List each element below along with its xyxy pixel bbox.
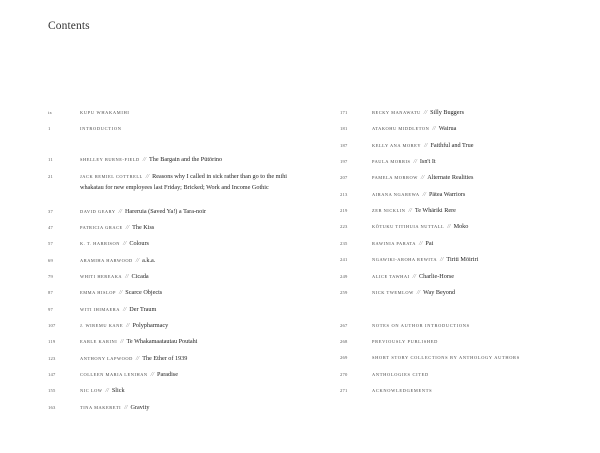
author-name: JACK REMIEL COTTRELL <box>80 174 143 179</box>
toc-entry <box>340 124 580 135</box>
entry-body <box>372 337 438 348</box>
page-number: 119 <box>48 339 56 344</box>
page-number: 171 <box>340 110 348 115</box>
entry-body <box>80 337 198 348</box>
entry-body <box>372 206 456 217</box>
page-number: 163 <box>48 405 56 410</box>
entry-body <box>372 370 429 381</box>
entry-body <box>372 173 473 184</box>
separator: // <box>120 339 124 345</box>
page-number: 57 <box>48 241 53 246</box>
entry-body <box>372 272 454 283</box>
entry-body <box>372 190 465 201</box>
work-title: Alternate Realities <box>427 174 474 181</box>
work-title: Polypharmacy <box>132 322 169 329</box>
toc-entry <box>48 370 318 381</box>
work-title: Silly Buggers <box>430 109 464 116</box>
toc-entry <box>340 222 580 233</box>
toc-entry <box>340 206 580 217</box>
entry-body <box>80 370 178 381</box>
section-title: PREVIOUSLY PUBLISHED <box>372 339 438 344</box>
entry-body <box>80 403 149 414</box>
separator: // <box>447 224 451 230</box>
author-name: PAMELA MORROW <box>372 175 418 180</box>
page-number: 259 <box>340 290 348 295</box>
page-number: 271 <box>340 388 348 393</box>
toc-entry <box>48 207 318 218</box>
page-number: 1 <box>48 126 51 131</box>
page-number: 270 <box>340 372 348 377</box>
author-name: PATRICIA GRACE <box>80 225 123 230</box>
toc-entry <box>48 223 318 234</box>
page-number: 147 <box>48 372 56 377</box>
work-title: Moko <box>453 223 469 230</box>
separator: // <box>150 372 154 378</box>
separator: // <box>126 323 130 329</box>
toc-entry <box>340 386 580 397</box>
entry-body <box>80 256 155 267</box>
author-name: PAULA MORRIS <box>372 159 411 164</box>
entry-body <box>372 239 433 250</box>
page-number: 207 <box>340 175 348 180</box>
toc-entry <box>340 173 580 184</box>
author-name: ZEB NICKLIN <box>372 208 406 213</box>
separator: // <box>432 126 436 132</box>
toc-entry <box>48 239 318 250</box>
entry-body <box>80 386 125 397</box>
page-number: 37 <box>48 209 53 214</box>
author-name: AIRANA NGAREWA <box>372 192 420 197</box>
toc-entry <box>48 155 318 166</box>
toc-entry <box>48 124 318 135</box>
entry-body <box>80 223 154 234</box>
toc-entry <box>340 239 580 250</box>
separator: // <box>142 157 147 163</box>
separator: // <box>422 192 426 198</box>
toc-entry <box>340 272 580 283</box>
author-name: SHELLEY BURNE-FIELD <box>80 157 140 162</box>
entry-body <box>80 108 130 119</box>
toc-entry <box>48 172 318 193</box>
separator: // <box>424 143 428 149</box>
entry-body <box>372 157 436 168</box>
toc-entry <box>340 255 580 266</box>
page-number: 267 <box>340 323 348 328</box>
entry-body <box>372 222 468 233</box>
section-title: INTRODUCTION <box>80 126 122 131</box>
work-title: Paradise <box>157 371 178 378</box>
toc-entry <box>48 354 318 365</box>
separator: // <box>122 307 127 313</box>
entry-body <box>372 255 478 266</box>
author-name: DAVID GEARY <box>80 209 116 214</box>
page-number: 79 <box>48 274 53 279</box>
entry-body <box>80 207 206 218</box>
section-title: ACKNOWLEDGEMENTS <box>372 388 433 393</box>
page-number: 249 <box>340 274 348 279</box>
entry-body <box>80 288 162 299</box>
page-number: 69 <box>48 258 53 263</box>
page-number: 123 <box>48 356 56 361</box>
author-name: ALICE TAWHAI <box>372 274 410 279</box>
work-title: Colours <box>129 240 149 247</box>
page-number: 197 <box>340 159 348 164</box>
toc-entry <box>48 403 318 414</box>
work-title: Wairua <box>438 125 457 132</box>
page-number: 241 <box>340 257 348 262</box>
section-title: KUPU WHAKAMIHI <box>80 110 130 115</box>
entry-body <box>372 141 473 152</box>
separator: // <box>105 388 109 394</box>
work-title: Der Traum <box>129 306 157 313</box>
entry-body <box>80 354 187 365</box>
author-name: EARLE KARINI <box>80 339 118 344</box>
page-number: 97 <box>48 307 53 312</box>
page-number: 87 <box>48 290 53 295</box>
entry-body <box>80 321 168 332</box>
toc-entry <box>48 337 318 348</box>
toc-entry <box>48 272 318 283</box>
entry-body <box>80 305 156 316</box>
author-name: WITI IHIMAERA <box>80 307 120 312</box>
work-title: Gravity <box>130 404 150 411</box>
separator: // <box>412 274 416 280</box>
section-title: ANTHOLOGIES CITED <box>372 372 429 377</box>
work-title: Charlie-Horse <box>418 273 455 280</box>
entry-body <box>372 321 470 332</box>
toc-entry <box>340 108 580 119</box>
work-title: The Ether of 1939 <box>142 355 188 362</box>
author-name: J. WIREMU KANE <box>80 323 124 328</box>
toc-entry <box>48 288 318 299</box>
section-title: SHORT STORY COLLECTIONS BY ANTHOLOGY AUTHORS <box>372 355 520 360</box>
page-number: 107 <box>48 323 56 328</box>
separator: // <box>122 241 127 247</box>
page-number: 47 <box>48 225 53 230</box>
toc-entry <box>48 305 318 316</box>
page-title: Contents <box>48 20 90 32</box>
work-title: Faithful and True <box>430 142 474 149</box>
author-name: NGAWIKI-AROHA REWITA <box>372 257 438 262</box>
separator: // <box>135 258 140 264</box>
page-number: 187 <box>340 143 348 148</box>
work-title: Hareruia (Saved Ya!) a Tara-noir <box>124 208 207 215</box>
toc-entry <box>340 370 580 381</box>
toc-entry <box>48 321 318 332</box>
author-name: BECKY MANAWATU <box>372 110 421 115</box>
entry-body <box>80 172 310 193</box>
separator: // <box>413 159 417 165</box>
author-name: COLLEEN MARIA LENIHAN <box>80 372 148 377</box>
separator: // <box>440 257 444 263</box>
entry-body <box>80 155 222 166</box>
toc-entry <box>340 288 580 299</box>
entry-body <box>80 124 122 135</box>
entry-body <box>372 353 520 364</box>
author-name: KELLY ANA MOREY <box>372 143 422 148</box>
separator: // <box>125 274 129 280</box>
work-title: Scarce Objects <box>125 289 163 296</box>
separator: // <box>408 208 412 214</box>
toc-entry <box>340 141 580 152</box>
author-name: TINA MAKERETI <box>80 405 122 410</box>
work-title: Pātea Warriors <box>428 191 466 198</box>
toc-entry <box>48 256 318 267</box>
page-number: 269 <box>340 355 348 360</box>
entry-body <box>372 288 455 299</box>
toc-entry <box>48 108 318 119</box>
separator: // <box>145 174 150 180</box>
toc-entry <box>340 157 580 168</box>
entry-body <box>80 272 149 283</box>
work-title: The Bargain and the Pūtōrino <box>149 156 223 163</box>
separator: // <box>135 356 140 362</box>
separator: // <box>124 405 128 411</box>
work-title: Te Whakamaatautau Poutahi <box>126 338 198 345</box>
work-title: Reasons why I called in sick rather than go to the mihi whakatau for new employees last Friday; Bricked; Work and Income Gothic <box>80 173 288 191</box>
entry-body <box>80 239 149 250</box>
entry-body <box>372 386 432 397</box>
separator: // <box>419 241 423 247</box>
page-number: 223 <box>340 224 348 229</box>
author-name: ATAKOHU MIDDLETON <box>372 126 430 131</box>
work-title: The Kiss <box>132 224 155 231</box>
author-name: K. T. HARRISON <box>80 241 120 246</box>
separator: // <box>118 209 122 215</box>
page-number: 11 <box>48 157 53 162</box>
page-number: 219 <box>340 208 348 213</box>
work-title: Pai <box>425 240 434 247</box>
separator: // <box>125 225 130 231</box>
page-number: 21 <box>48 174 53 179</box>
author-name: KŌTUKU TITIHUIA NUTTALL <box>372 224 445 229</box>
author-name: ANTHONY LAPWOOD <box>80 356 133 361</box>
entry-body <box>372 108 464 119</box>
page-number: ix <box>48 110 52 115</box>
toc-entry <box>340 190 580 201</box>
toc-entry <box>340 321 580 332</box>
page-number: 268 <box>340 339 348 344</box>
work-title: Isn't It <box>419 158 436 165</box>
separator: // <box>118 290 123 296</box>
work-title: Way Beyond <box>423 289 456 296</box>
page-number: 155 <box>48 388 56 393</box>
work-title: Tiriti Mōiriri <box>446 256 479 263</box>
toc-entry <box>340 353 580 364</box>
section-title: NOTES ON AUTHOR INTRODUCTIONS <box>372 323 470 328</box>
author-name: RAWINIA PARATA <box>372 241 417 246</box>
author-name: NICK TWEMLOW <box>372 290 414 295</box>
toc-entry <box>48 386 318 397</box>
work-title: Cicada <box>131 273 149 280</box>
author-name: EMMA HISLOP <box>80 290 116 295</box>
page-number: 181 <box>340 126 348 131</box>
work-title: Slick <box>111 387 125 394</box>
separator: // <box>423 110 428 116</box>
separator: // <box>416 290 421 296</box>
toc-entry <box>340 337 580 348</box>
work-title: Te Whāriki Rere <box>414 207 456 214</box>
author-name: WHITI HEREAKA <box>80 274 123 279</box>
separator: // <box>420 175 425 181</box>
entry-body <box>372 124 456 135</box>
page-number: 213 <box>340 192 348 197</box>
page-number: 235 <box>340 241 348 246</box>
work-title: a.k.a. <box>142 257 156 264</box>
author-name: ARAMIHA HARWOOD <box>80 258 133 263</box>
author-name: NIC LOW <box>80 388 103 393</box>
